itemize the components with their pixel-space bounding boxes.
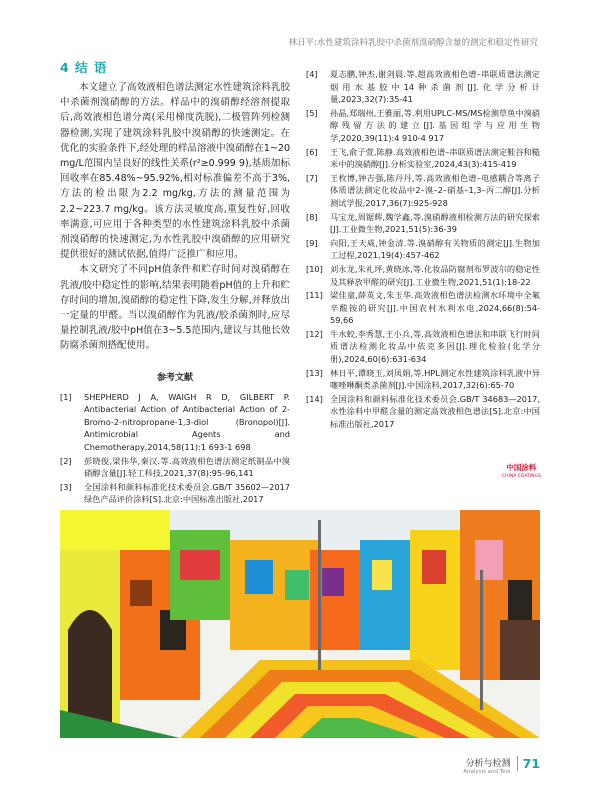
reference-item xyxy=(306,367,540,392)
reference-item xyxy=(306,211,540,236)
china-coatings-logo xyxy=(502,463,541,481)
reference-item xyxy=(306,263,540,288)
references-title: 参考文献 xyxy=(156,372,193,383)
journal-name-en: Analysis and Test xyxy=(463,769,511,775)
reference-item xyxy=(306,107,540,145)
left-column xyxy=(60,58,290,507)
conclusion-title: 4 结 语 xyxy=(60,60,108,75)
logo-cn-text: 中国涂料 xyxy=(506,463,537,472)
references-left-list xyxy=(60,391,290,506)
journal-brand xyxy=(463,756,510,775)
reference-item xyxy=(306,172,540,210)
reference-item xyxy=(306,289,540,327)
reference-text: 夏志鹏,钟杰,谢剑晨.等.超高效液相色谱–串联质谱法测定烟用水基胶中14种杀菌剂[J].化学分析计量,2023,32(7):35-41 xyxy=(330,69,540,105)
colorful-stairs-photo xyxy=(60,510,540,738)
conclusion-paragraph-1: 本文建立了高效液相色谱法测定水性建筑涂料乳胶中杀菌剂溴硝醇的方法。样品中的溴硝醇经溶剂提取后,高效液相色谱分离(采用梯度洗脱),二极管阵列检测器检测,实现了建筑涂料乳胶中溴硝醇的快速测定。在优化的实验条件下,经处理的样品溶液中溴硝醇在1~20 mg/L范围内呈良好的线性关系(r²≥0.999 9),基质加标回收率在85.48%~95.92%,相对标准偏差不高于3%,方法的检出限为2.2 mg/kg,方法的测量范围为2.2~223.7 mg/kg。该方法灵敏度高,重复性好,回收率满意,可应用于各种类型的水性建筑涂料乳胶中杀菌剂溴硝醇的快速测定,为水性乳胶中溴硝醇的应用研究提供很好的测试依据,值得广泛推广和应用。 xyxy=(60,82,290,261)
reference-text: 全国涂料和颜料标准化技术委员会.GB/T 35602—2017绿色产品评价涂料[S].北京:中国标准出版社,2017 xyxy=(84,481,290,505)
reference-item xyxy=(306,237,540,262)
reference-text: SHEPHERD J A, WAIGH R D, GILBERT P. Antibacterial Action of Antibacterial Action of 2-Bromo-2-nitropropane-1,3-diol (Bronopol)[J]. Antimicrobial Agents and Chemotherapy,2014,58(11):1 693-1 698 xyxy=(84,391,290,453)
reference-number: [13] xyxy=(306,367,323,378)
reference-text: 刘永龙,朱礼坪,黄晓冰,等.化妆品防腐剂布罗波尔的稳定性及其释放甲醛的研究[J].工业微生物,2021,51(1):18-22 xyxy=(330,263,540,287)
conclusion-paragraph-2: 本文研究了不同pH值条件和贮存时间对溴硝醇在乳液/胶中稳定性的影响,结果表明随着pH值的上升和贮存时间的增加,溴硝醇的稳定性下降,发生分解,并释放出一定量的甲醛。当以溴硝醇作为乳液/胶杀菌剂时,应尽量控制乳液/胶中pH值在3~5.5范围内,建议与其他长效防腐杀菌剂搭配使用。 xyxy=(60,264,290,352)
reference-number: [11] xyxy=(306,290,323,301)
reference-item xyxy=(306,146,540,171)
reference-text: 王飞,俞子萱,陈静.高效液相色谱–串联质谱法测定鞋谷和糙米中的溴硝醇[J].分析实验室,2024,43(3):415-419 xyxy=(330,146,540,170)
reference-number: [9] xyxy=(306,237,318,248)
logo-en-text: CHINA COATINGS xyxy=(502,474,541,479)
reference-item xyxy=(60,455,290,480)
reference-number: [6] xyxy=(306,146,318,157)
reference-text: 向阳,王天威,钟金清.等.溴硝醇有关物质的测定[J].生物加工过程,2021,19(4):457-462 xyxy=(330,237,540,261)
reference-number: [7] xyxy=(306,172,318,183)
journal-name-cn: 分析与检测 xyxy=(465,759,511,769)
reference-number: [12] xyxy=(306,328,323,339)
reference-text: 梁佳童,薛英文,朱玉华.高效液相色谱法检测水环境中全氟辛酸铵的研究[J].中国农村水利水电,2024,66(8):54-59,66 xyxy=(330,290,540,326)
reference-number: [10] xyxy=(306,263,323,274)
reference-item xyxy=(306,328,540,366)
reference-text: 牛水蛟,李秀慧,王小兵,等.高效液相色谱法和串联飞行时间质谱法检测化妆品中依克多因[J].理化检验(化学分册),2024,60(6):631-634 xyxy=(330,328,540,365)
reference-number: [1] xyxy=(60,391,72,402)
reference-item xyxy=(60,391,290,454)
running-header: 林日平:水性建筑涂料乳胶中杀菌剂溴硝醇含量的测定和稳定性研究 xyxy=(288,38,538,48)
reference-text: 孙晶,郑瑞州,王雅丽,等.利用UPLC-MS/MS检测草鱼中溴硝醇残留方法的建立[J].基因组学与应用生物学,2020,39(11):4 910-4 917 xyxy=(330,107,540,143)
reference-item xyxy=(306,68,540,106)
reference-number: [14] xyxy=(306,393,323,404)
reference-number: [2] xyxy=(60,455,72,466)
reference-text: 王枚博,钟吉强,陈丹丹,等.高效液相色谱–电感耦合等离子体质谱法测定化妆品中2–溴–2–硝基–1,3–丙二醇[J].分析测试学报,2017,36(7):925-928 xyxy=(330,172,540,208)
reference-text: 林日平,谭晓玉,刘凤娟,等.HPL测定水性建筑涂料乳液中异噻唑啉酮类杀菌剂[J].中国涂料,2017,32(6):65-70 xyxy=(330,367,540,391)
reference-number: [4] xyxy=(306,69,318,79)
reference-number: [3] xyxy=(60,481,72,492)
reference-text: 彭晓俊,梁伟华,秦汉.等.高效液相色谱法测定纸制品中溴硝醇含量[J].轻工科技,2021,37(8):95-96,141 xyxy=(84,455,290,479)
page-number: 71 xyxy=(517,756,540,771)
reference-number: [8] xyxy=(306,211,318,222)
reference-text: 马宝龙,周锯辉,魏学鑫,等.溴硝醇液相检测方法的研究探索[J].工业微生物,2021,51(5):36-39 xyxy=(330,211,540,235)
reference-text: 全国涂料和颜料标准化技术委员会.GB/T 34683—2017,水性涂料中甲醛含量的测定高效液相色谱法[S].北京:中国标准出版社,2017 xyxy=(330,393,540,430)
right-column xyxy=(306,68,540,432)
reference-number: [5] xyxy=(306,107,318,118)
reference-item xyxy=(306,393,540,431)
page-footer xyxy=(463,756,540,775)
reference-item xyxy=(60,481,290,506)
